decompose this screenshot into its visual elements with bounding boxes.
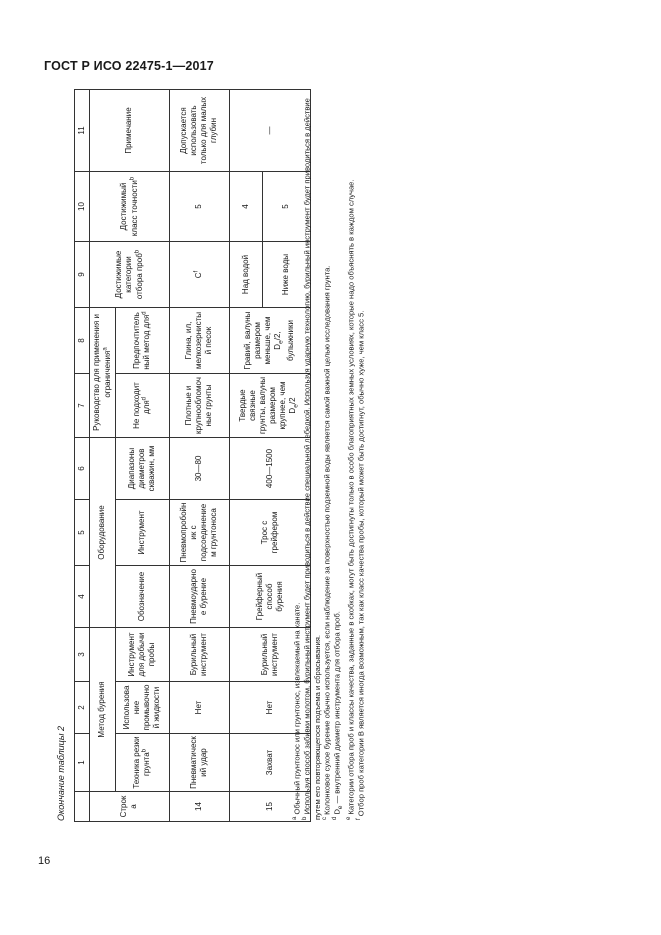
diameter-header: Диапазоны диаметров скважин, мм <box>115 438 169 500</box>
class-header <box>90 172 170 242</box>
cell-diameter: 400—1500 <box>229 438 310 500</box>
method-header: Метод бурения <box>90 628 116 792</box>
unsuited-header-text: Не подходит для$^d$ <box>131 382 152 429</box>
col-num-6: 6 <box>75 438 90 500</box>
cell-preferred: Глина, ил, мелкозернистый песок <box>169 308 229 374</box>
footnote: $^a$ Обычный грунтонос или грунтонос, извлекаемый на канате. <box>292 602 302 820</box>
cell-fluid: Нет <box>229 682 310 734</box>
cell-category-above: Над водой <box>229 242 262 308</box>
footnote: $^c$ Колонковое сухое бурение обычно используется, если наблюдение за поверхностью подземной воды является самой важной целью исследования грунта. <box>322 265 332 820</box>
cell-instrument: Пневмопробойник с подсоединением грунтоноса <box>169 500 229 566</box>
cell-category-below: Ниже воды <box>262 242 310 308</box>
note-header: Примечание <box>90 90 170 172</box>
drilling-methods-table <box>74 89 311 822</box>
preferred-header-text: Предпочтительный метод для$^d$ <box>131 311 152 370</box>
col-num-9: 9 <box>75 242 90 308</box>
fluid-header: Использование промывочной жидкости <box>115 682 169 734</box>
rotated-table-block <box>54 88 392 824</box>
cell-technique: Пневматический удар <box>169 734 229 792</box>
col-num-2: 2 <box>75 682 90 734</box>
category-header <box>90 242 170 308</box>
cell-technique: Захват <box>229 734 310 792</box>
page-number: 16 <box>38 855 51 867</box>
class-header-text: Достижимый класс точности$^b$ <box>119 176 139 237</box>
row-header: Строка <box>90 792 170 822</box>
cell-note: — <box>229 90 310 172</box>
col-num-10: 10 <box>75 172 90 242</box>
cell-designation: Пневмоударное бурение <box>169 566 229 628</box>
cell-note: Допускается использовать только для малых глубин <box>169 90 229 172</box>
col-num-1: 1 <box>75 734 90 792</box>
cell-diameter: 30—80 <box>169 438 229 500</box>
cell-category-text: $C^f$ <box>193 270 204 279</box>
instrument-header: Инструмент <box>115 500 169 566</box>
cell-class: 5 <box>169 172 229 242</box>
cell-class-below: 5 <box>262 172 310 242</box>
unsuited-header <box>115 374 169 438</box>
tool-header: Инструмент для добычи пробы <box>115 628 169 682</box>
footnote: $^f$ Отбор проб категории B является иногда возможным, так как класс качества пробы, который может быть достигнут, обычно хуже, чем класс 5. <box>355 310 366 820</box>
row-number: 14 <box>169 792 229 822</box>
table-row <box>169 90 229 822</box>
equipment-header: Оборудование <box>90 438 116 628</box>
cell-class-above: 4 <box>229 172 262 242</box>
preferred-header <box>115 308 169 374</box>
col-num-4: 4 <box>75 566 90 628</box>
col-num-3: 3 <box>75 628 90 682</box>
cell-tool: Бурильный инструмент <box>229 628 310 682</box>
col-num-0 <box>75 792 90 822</box>
guide-header <box>90 308 116 438</box>
col-num-7: 7 <box>75 374 90 438</box>
guide-header-text: Руководство для применения и ограничения$^a$ <box>92 314 112 431</box>
cell-unsuited: Плотные и крупнообломочные грунты <box>169 374 229 438</box>
column-number-row <box>75 90 90 822</box>
col-num-11: 11 <box>75 90 90 172</box>
footnote: $^d$ $D_e$ — внутренний диаметр инструмента для отбора проб. <box>332 611 345 820</box>
document-header: ГОСТ Р ИСО 22475-1—2017 <box>44 59 214 73</box>
col-num-8: 8 <box>75 308 90 374</box>
group-header-row <box>90 90 116 822</box>
technique-header-text: Техника резки грунта$^b$ <box>131 736 152 789</box>
cell-tool: Бурильный инструмент <box>169 628 229 682</box>
footnote: $^b$ Используя способ забивки молотом, бурильный инструмент будет приводиться в действие специальной лебедкой. Используя ударную технологию, бурильный инструмент будет приводиться в действие путем его повторяющегося подъема и сбрасывания. <box>302 98 322 820</box>
cell-category <box>169 242 229 308</box>
footnotes <box>292 92 366 820</box>
technique-header <box>115 734 169 792</box>
category-header-text: Достижимые категории отбора проб$^b$ <box>114 249 144 300</box>
cell-fluid: Нет <box>169 682 229 734</box>
cell-instrument: Трос с грейфером <box>229 500 310 566</box>
cell-unsuited-text: Твердые связные грунты, валуны размером крупнее, чем $D_e/2$ <box>238 377 300 434</box>
col-num-5: 5 <box>75 500 90 566</box>
cell-designation: Грейферный способ бурения <box>229 566 310 628</box>
footnote: $^e$ Категории отбора проб и классы качества, заданные в скобках, могут быть достигнуты только в особо благоприятных земных условиях, которые надо объяснять в каждом случае. <box>345 179 356 820</box>
cell-preferred-text: Гравий, валуны размером меньше, чем $D_e/2$, булыжники <box>243 311 296 370</box>
table-caption: Окончание таблицы 2 <box>56 726 66 821</box>
row-number: 15 <box>229 792 310 822</box>
table-row <box>229 90 262 822</box>
designation-header: Обозначение <box>115 566 169 628</box>
